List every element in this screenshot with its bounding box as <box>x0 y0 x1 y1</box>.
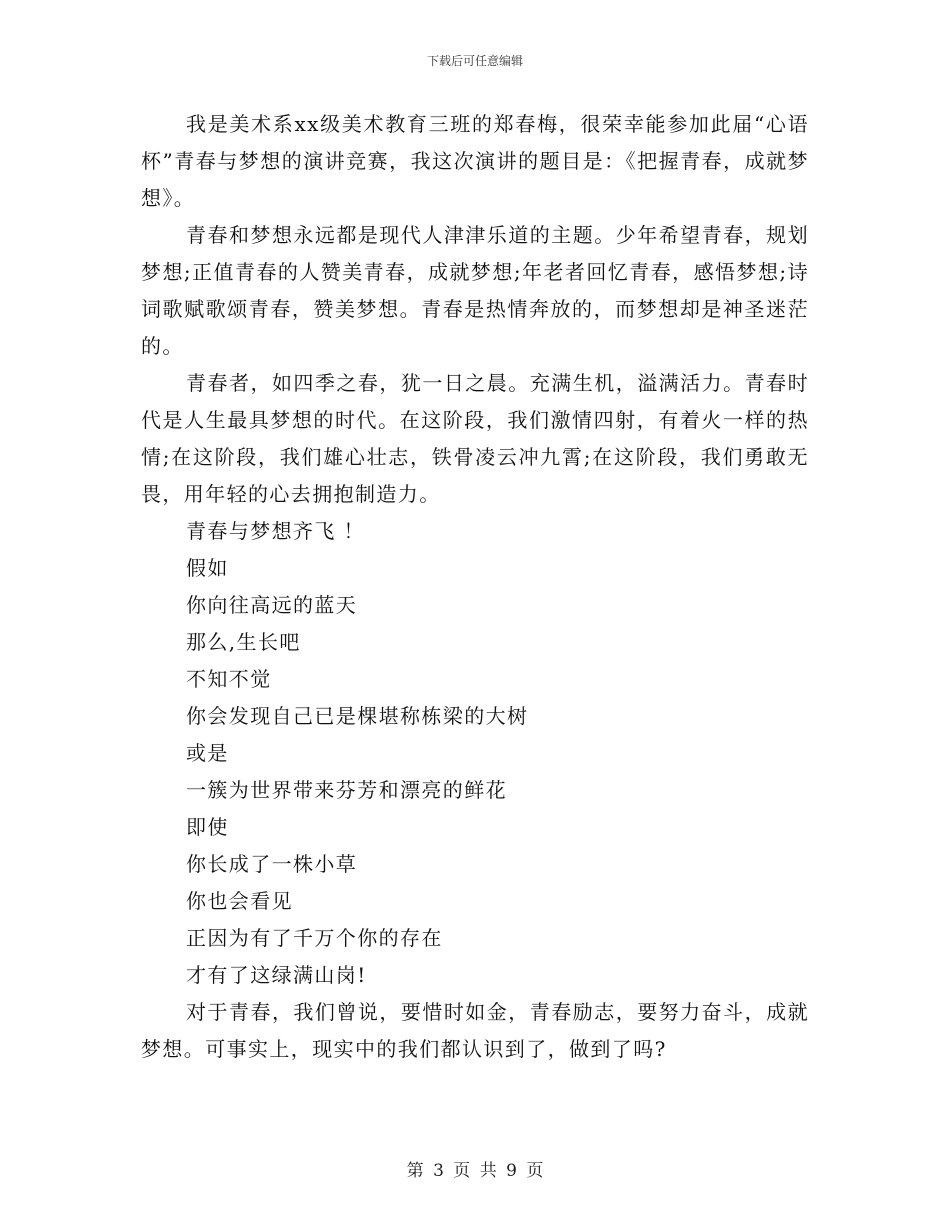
poem-line: 不知不觉 <box>186 667 272 691</box>
poem-line: 即使 <box>186 815 229 839</box>
poem-line: 或是 <box>186 741 229 765</box>
poem-line: 才有了这绿满山岗! <box>186 963 367 987</box>
paragraph-youth-spring: 青春者，如四季之春，犹一日之晨。充满生机，溢满活力。青春时代是人生最具梦想的时代。在这阶段，我们激情四射，有着火一样的热情;在这阶段，我们雄心壮志，铁骨凌云冲九霄;在这阶段，我们勇敢无畏，用年轻的心去拥抱制造力。 <box>141 371 809 506</box>
poem-line: 一簇为世界带来芬芳和漂亮的鲜花 <box>186 778 507 802</box>
document-body <box>141 106 809 1068</box>
poem-line: 你长成了一株小草 <box>186 852 358 876</box>
poem-line: 你也会看见 <box>186 889 293 913</box>
paragraph-closing: 对于青春，我们曾说，要惜时如金，青春励志，要努力奋斗，成就梦想。可事实上，现实中的我们都认识到了，做到了吗? <box>141 1000 809 1061</box>
poem-line: 那么,生长吧 <box>186 630 301 654</box>
poem-line: 正因为有了千万个你的存在 <box>186 926 443 950</box>
page-header: 下载后可任意编辑 <box>426 54 523 68</box>
poem-line: 假如 <box>186 556 229 580</box>
paragraph-intro: 我是美术系xx级美术教育三班的郑春梅，很荣幸能参加此届“心语杯”青春与梦想的演讲竞赛，我这次演讲的题目是：《把握青春，成就梦想》。 <box>141 112 809 210</box>
poem-line: 青春与梦想齐飞 ！ <box>186 519 365 543</box>
page-footer: 第 3 页 共 9 页 <box>406 1161 544 1181</box>
paragraph-youth-dream: 青春和梦想永远都是现代人津津乐道的主题。少年希望青春，规划梦想;正值青春的人赞美青春，成就梦想;年老者回忆青春，感悟梦想;诗词歌赋歌颂青春，赞美梦想。青春是热情奔放的，而梦想却是神圣迷茫的。 <box>141 223 809 358</box>
poem-line: 你向往高远的蓝天 <box>186 593 358 617</box>
poem-line: 你会发现自己已是棵堪称栋梁的大树 <box>186 704 529 728</box>
